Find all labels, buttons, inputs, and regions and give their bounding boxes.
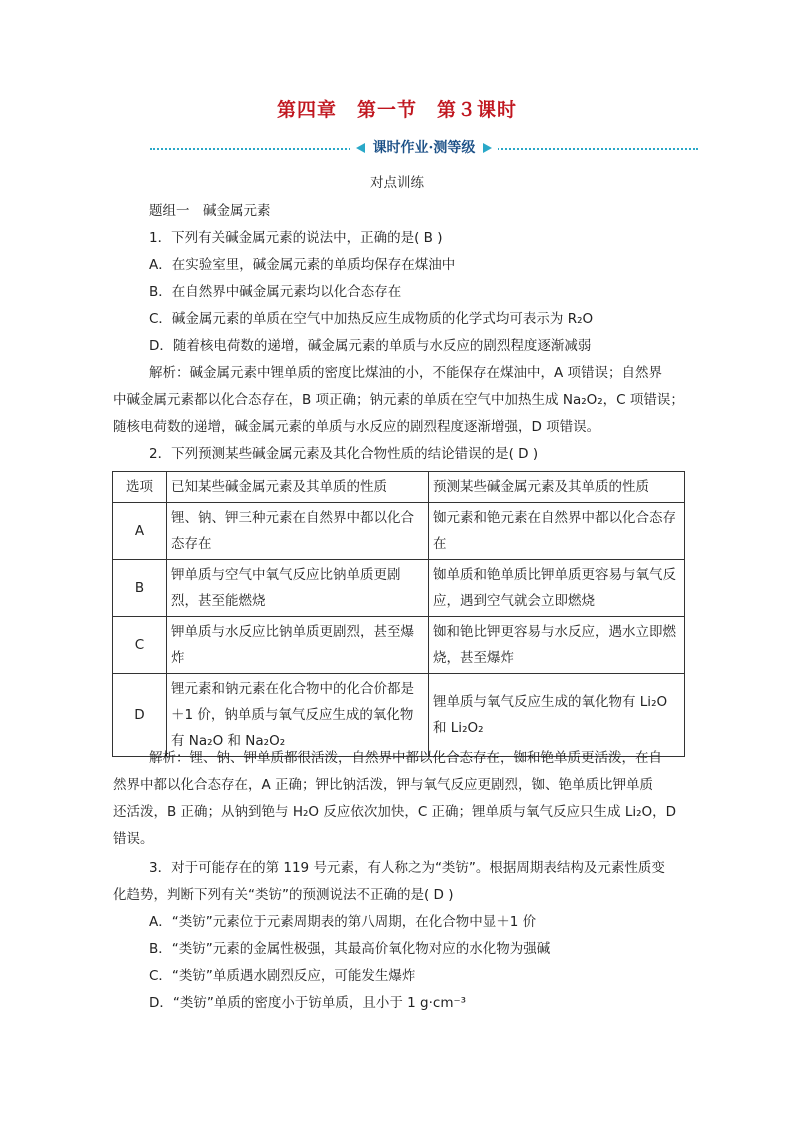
table-cell: 铷单质和铯单质比钾单质更容易与氧气反应，遇到空气就会立即燃烧 bbox=[429, 560, 685, 617]
table-row bbox=[113, 560, 685, 617]
table-cell: 锂单质与氧气反应生成的氧化物有 Li₂O 和 Li₂O₂ bbox=[429, 674, 685, 757]
question-2-stem: 2．下列预测某些碱金属元素及其化合物性质的结论错误的是( D ) bbox=[149, 446, 539, 462]
table-cell: 锂元素和钠元素在化合物中的化合价都是＋1 价，钠单质与氧气反应生成的氧化物有 Na₂O 和 Na₂O₂ bbox=[167, 674, 429, 757]
table-cell: B bbox=[113, 560, 167, 617]
table-cell: 铷和铯比钾更容易与水反应，遇水立即燃烧，甚至爆炸 bbox=[429, 617, 685, 674]
table-header-cell: 预测某些碱金属元素及其单质的性质 bbox=[429, 472, 685, 503]
table-cell: 锂、钠、钾三种元素在自然界中都以化合态存在 bbox=[167, 503, 429, 560]
banner-label: 课时作业·测等级 bbox=[372, 140, 476, 156]
question-2-analysis-line: 解析：锂、钠、钾单质都很活泼，自然界中都以化合态存在，铷和铯单质更活泼，在自 bbox=[149, 750, 662, 766]
triangle-right-icon bbox=[483, 143, 492, 153]
question-3-stem-line: 化趋势，判断下列有关“类钫”的预测说法不正确的是( D ) bbox=[113, 887, 454, 903]
table-cell: 钾单质与空气中氧气反应比钠单质更剧烈，甚至能燃烧 bbox=[167, 560, 429, 617]
triangle-left-icon bbox=[356, 143, 365, 153]
table-cell: 钾单质与水反应比钠单质更剧烈，甚至爆炸 bbox=[167, 617, 429, 674]
banner-label-box bbox=[350, 138, 498, 158]
question-3-option-d: D．“类钫”单质的密度小于钫单质，且小于 1 g·cm⁻³ bbox=[149, 995, 467, 1011]
question-1-option-c: C．碱金属元素的单质在空气中加热反应生成物质的化学式均可表示为 R₂O bbox=[149, 311, 594, 327]
question-group-title: 题组一 碱金属元素 bbox=[149, 203, 271, 219]
table-header-cell: 选项 bbox=[113, 472, 167, 503]
table-cell: D bbox=[113, 674, 167, 757]
table-cell: A bbox=[113, 503, 167, 560]
question-3-option-a: A．“类钫”元素位于元素周期表的第八周期，在化合物中显＋1 价 bbox=[149, 914, 537, 930]
table-row bbox=[113, 503, 685, 560]
question-3-option-b: B．“类钫”元素的金属性极强，其最高价氧化物对应的水化物为强碱 bbox=[149, 941, 551, 957]
question-2-analysis-line: 还活泼，B 正确；从钠到铯与 H₂O 反应依次加快，C 正确；锂单质与氧气反应只生成 Li₂O，D bbox=[113, 804, 677, 820]
page-title: 第四章 第一节 第３课时 bbox=[276, 99, 517, 121]
table-header-cell: 已知某些碱金属元素及其单质的性质 bbox=[167, 472, 429, 503]
question-1-analysis-line: 中碱金属元素都以化合态存在，B 项正确；钠元素的单质在空气中加热生成 Na₂O₂，C 项错误； bbox=[113, 392, 684, 408]
table-row bbox=[113, 617, 685, 674]
question-1-stem: 1．下列有关碱金属元素的说法中，正确的是( B ) bbox=[149, 230, 443, 246]
section-heading: 对点训练 bbox=[370, 175, 424, 191]
question-1-option-b: B．在自然界中碱金属元素均以化合态存在 bbox=[149, 284, 402, 300]
question-2-analysis-line: 然界中都以化合态存在，A 正确；钾比钠活泼，钾与氧气反应更剧烈，铷、铯单质比钾单质 bbox=[113, 777, 654, 793]
question-1-option-d: D．随着核电荷数的递增，碱金属元素的单质与水反应的剧烈程度逐渐减弱 bbox=[149, 338, 592, 354]
question-3-stem-line: 3．对于可能存在的第 119 号元素，有人称之为“类钫”。根据周期表结构及元素性质变 bbox=[149, 860, 665, 876]
table-cell: 铷元素和铯元素在自然界中都以化合态存在 bbox=[429, 503, 685, 560]
section-banner bbox=[150, 138, 698, 160]
table-row bbox=[113, 674, 685, 757]
question-2-analysis-line: 错误。 bbox=[113, 831, 154, 847]
question-1-analysis-line: 随核电荷数的递增，碱金属元素的单质与水反应的剧烈程度逐渐增强，D 项错误。 bbox=[113, 419, 601, 435]
question-1-analysis-line: 解析：碱金属元素中锂单质的密度比煤油的小，不能保存在煤油中，A 项错误；自然界 bbox=[149, 365, 663, 381]
question-1-option-a: A．在实验室里，碱金属元素的单质均保存在煤油中 bbox=[149, 257, 456, 273]
table-header-row bbox=[113, 472, 685, 503]
comparison-table bbox=[112, 471, 685, 757]
table-cell: C bbox=[113, 617, 167, 674]
question-3-option-c: C．“类钫”单质遇水剧烈反应，可能发生爆炸 bbox=[149, 968, 416, 984]
